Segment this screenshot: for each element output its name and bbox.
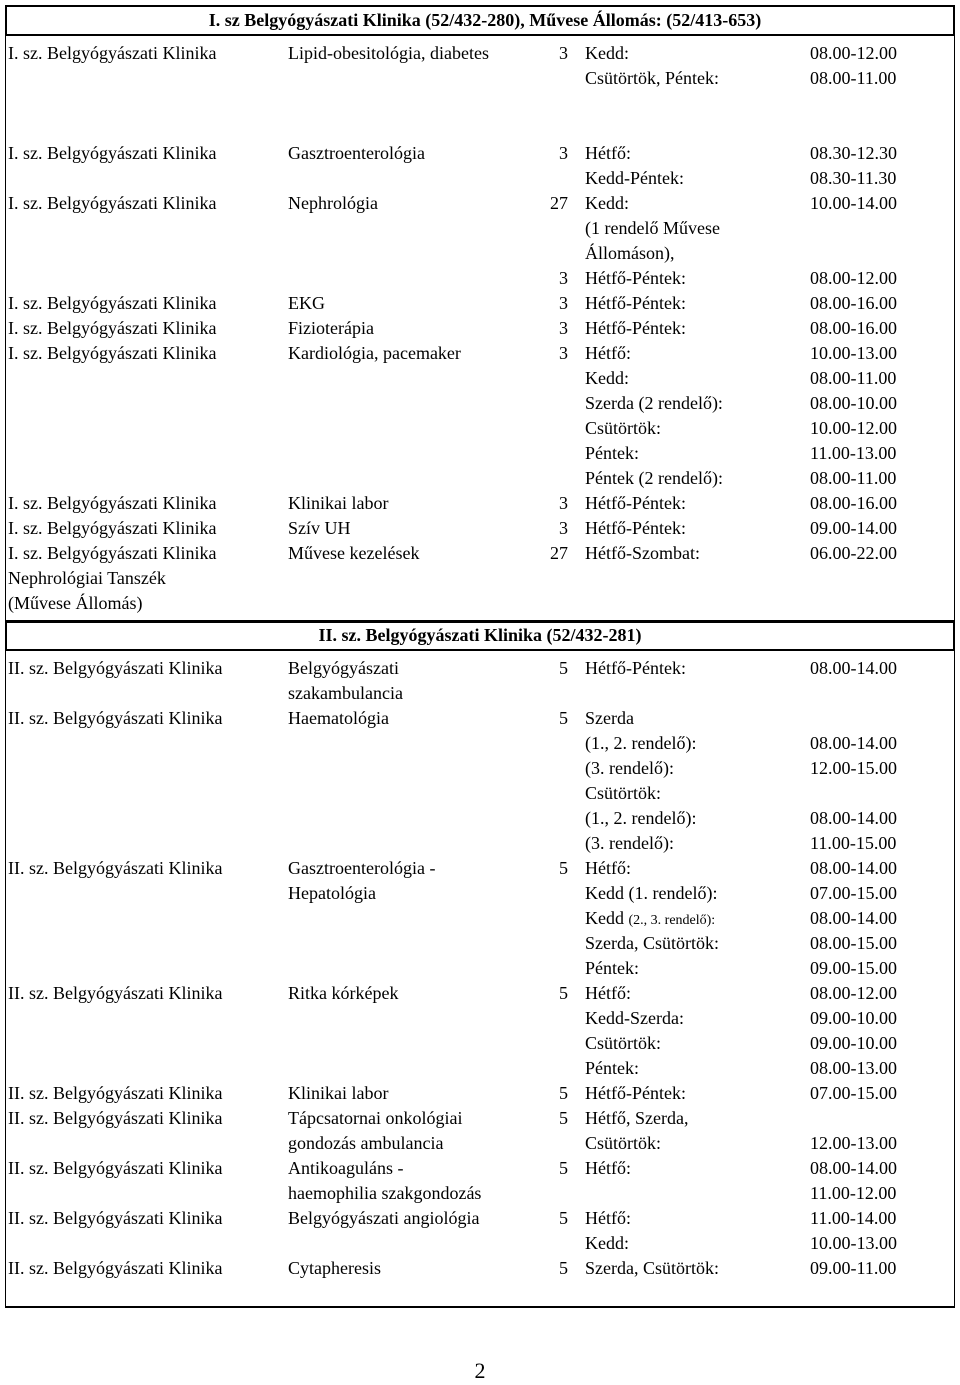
cell-rooms [538, 141, 568, 166]
hours-line: 10.00-13.00 [810, 1233, 897, 1253]
clinic-line: II. sz. Belgyógyászati Klinika [8, 1158, 223, 1178]
hours-line: 08.00-12.00 [810, 983, 897, 1003]
hours-line: 08.00-11.00 [810, 368, 897, 388]
hours-line: 08.00-14.00 [810, 808, 897, 828]
hours-line: 10.00-12.00 [810, 418, 897, 438]
days-line: (1 rendelő Művese [585, 218, 720, 238]
specialty-line: Cytapheresis [288, 1258, 381, 1278]
cell-days [585, 1081, 800, 1106]
hours-line [810, 241, 920, 266]
cell-days [585, 316, 800, 341]
hours-line: 08.00-16.00 [810, 493, 897, 513]
cell-days [585, 981, 800, 1081]
table-clinic-1 [5, 5, 955, 623]
specialty-line: Gasztroenterológia [288, 143, 425, 163]
days-line: Hétfő-Szombat: [585, 543, 700, 563]
rooms-line: 5 [559, 983, 568, 1003]
cell-rooms [538, 41, 568, 66]
days-line: Kedd: [585, 1233, 629, 1253]
cell-specialty [288, 41, 538, 66]
hours-line: 08.00-12.00 [810, 43, 897, 63]
cell-hours [810, 656, 920, 681]
hours-line: 06.00-22.00 [810, 543, 897, 563]
clinic-line: I. sz. Belgyógyászati Klinika [8, 143, 217, 163]
cell-rooms [538, 981, 568, 1006]
rooms-line: 3 [559, 143, 568, 163]
days-line: Hétfő: [585, 1158, 631, 1178]
clinic-line: I. sz. Belgyógyászati Klinika [8, 493, 217, 513]
days-line: Hétfő: [585, 343, 631, 363]
cell-hours [810, 516, 920, 541]
table-border-left [5, 651, 6, 1306]
cell-hours [810, 291, 920, 316]
cell-hours [810, 541, 920, 566]
table-2-body [5, 651, 955, 1308]
cell-clinic [8, 1206, 283, 1231]
page-number: 2 [474, 1358, 486, 1383]
specialty-line: gondozás ambulancia [288, 1133, 444, 1153]
cell-days [585, 1206, 800, 1256]
hours-line: 09.00-15.00 [810, 958, 897, 978]
specialty-line: Szív UH [288, 518, 351, 538]
days-line: Péntek (2 rendelő): [585, 468, 723, 488]
table-border-left [5, 36, 6, 621]
days-line: Csütörtök: [585, 1033, 662, 1053]
cell-specialty [288, 981, 538, 1006]
table-clinic-2 [5, 620, 955, 1308]
rooms-line: 5 [559, 1108, 568, 1128]
hours-line: 08.00-16.00 [810, 318, 897, 338]
specialty-line: Haematológia [288, 708, 389, 728]
cell-specialty [288, 656, 538, 706]
table-1-header: I. sz Belgyógyászati Klinika (52/432-280), Művese Állomás: (52/413-653) [5, 5, 955, 36]
hours-line: 08.00-11.00 [810, 68, 897, 88]
days-line: Hétfő-Péntek: [585, 518, 686, 538]
hours-line [810, 781, 920, 806]
rooms-line: 5 [559, 1208, 568, 1228]
hours-line: 12.00-15.00 [810, 758, 897, 778]
specialty-line: EKG [288, 293, 325, 313]
cell-hours [810, 856, 920, 981]
hours-line: 08.00-14.00 [810, 908, 897, 928]
days-line: (3. rendelő): [585, 833, 674, 853]
days-line: Szerda, Csütörtök: [585, 1258, 719, 1278]
clinic-line: I. sz. Belgyógyászati Klinika [8, 293, 217, 313]
cell-rooms [538, 856, 568, 881]
cell-clinic [8, 341, 283, 366]
days-line: Hétfő: [585, 858, 631, 878]
clinic-line: II. sz. Belgyógyászati Klinika [8, 858, 223, 878]
cell-days [585, 516, 800, 541]
days-line: Kedd-Szerda: [585, 1008, 684, 1028]
cell-hours [810, 1256, 920, 1281]
hours-line: 08.00-14.00 [810, 858, 897, 878]
cell-days [585, 41, 800, 91]
cell-clinic [8, 856, 283, 881]
cell-days [585, 541, 800, 566]
cell-clinic [8, 291, 283, 316]
hours-line: 09.00-14.00 [810, 518, 897, 538]
hours-line: 08.30-11.30 [810, 168, 897, 188]
rooms-line: 5 [559, 1258, 568, 1278]
cell-rooms [538, 1081, 568, 1106]
cell-rooms [538, 656, 568, 681]
cell-days [585, 1156, 800, 1206]
days-line: (1., 2. rendelő): [585, 733, 697, 753]
rooms-line: 27 [550, 193, 568, 213]
rooms-line: 27 [550, 543, 568, 563]
cell-clinic [8, 516, 283, 541]
days-line: Csütörtök: [585, 783, 662, 803]
rooms-line: 5 [559, 858, 568, 878]
clinic-line: II. sz. Belgyógyászati Klinika [8, 1258, 223, 1278]
hours-line: 11.00-14.00 [810, 1208, 897, 1228]
cell-clinic [8, 656, 283, 681]
days-line: Péntek: [585, 958, 639, 978]
hours-line: 11.00-15.00 [810, 833, 897, 853]
hours-line: 08.00-15.00 [810, 933, 897, 953]
clinic-line: II. sz. Belgyógyászati Klinika [8, 1108, 223, 1128]
specialty-line: Belgyógyászati [288, 658, 399, 678]
cell-days [585, 341, 800, 491]
specialty-line: Művese kezelések [288, 543, 420, 563]
cell-clinic [8, 1081, 283, 1106]
days-line: Hétfő: [585, 143, 631, 163]
cell-days [585, 706, 800, 856]
cell-specialty [288, 141, 538, 166]
specialty-line: Belgyógyászati angiológia [288, 1208, 480, 1228]
days-line: Szerda [585, 708, 634, 728]
clinic-line: II. sz. Belgyógyászati Klinika [8, 983, 223, 1003]
days-line: Kedd (1. rendelő): [585, 883, 718, 903]
clinic-line: I. sz. Belgyógyászati Klinika [8, 543, 217, 563]
days-line: Hétfő: [585, 983, 631, 1003]
hours-line: 08.00-11.00 [810, 468, 897, 488]
clinic-line: II. sz. Belgyógyászati Klinika [8, 1208, 223, 1228]
hours-line: 08.00-14.00 [810, 1158, 897, 1178]
cell-specialty [288, 856, 538, 906]
cell-days [585, 491, 800, 516]
cell-hours [810, 981, 920, 1081]
cell-rooms [538, 1206, 568, 1231]
cell-rooms [538, 316, 568, 341]
days-line: Csütörtök: [585, 418, 662, 438]
days-line: Kedd: [585, 193, 629, 213]
days-line: Kedd: [585, 368, 629, 388]
rooms-line: 5 [559, 708, 568, 728]
cell-specialty [288, 191, 538, 216]
hours-line: 08.00-10.00 [810, 393, 897, 413]
hours-line: 08.00-13.00 [810, 1058, 897, 1078]
cell-rooms [538, 291, 568, 316]
cell-rooms [538, 706, 568, 731]
cell-hours [810, 1206, 920, 1256]
cell-rooms [538, 341, 568, 366]
specialty-line: Antikoaguláns - [288, 1158, 404, 1178]
rooms-line: 3 [559, 43, 568, 63]
cell-hours [810, 1106, 920, 1156]
cell-specialty [288, 1156, 538, 1206]
cell-days [585, 656, 800, 681]
hours-line: 11.00-13.00 [810, 443, 897, 463]
clinic-line: I. sz. Belgyógyászati Klinika [8, 318, 217, 338]
days-line: Péntek: [585, 443, 639, 463]
days-line: Szerda (2 rendelő): [585, 393, 723, 413]
specialty-line: haemophilia szakgondozás [288, 1183, 482, 1203]
days-line: Csütörtök: [585, 1133, 662, 1153]
hours-line: 07.00-15.00 [810, 1083, 897, 1103]
table-1-body [5, 36, 955, 623]
clinic-line: I. sz. Belgyógyászati Klinika [8, 43, 217, 63]
cell-specialty [288, 706, 538, 731]
hours-line [810, 1106, 920, 1131]
specialty-line: Fizioterápia [288, 318, 374, 338]
hours-line [810, 216, 920, 241]
cell-clinic [8, 541, 283, 616]
days-line: Kedd-Péntek: [585, 168, 684, 188]
cell-clinic [8, 981, 283, 1006]
cell-clinic [8, 316, 283, 341]
cell-rooms [538, 191, 568, 291]
cell-clinic [8, 191, 283, 216]
specialty-line: Hepatológia [288, 883, 376, 903]
cell-rooms [538, 541, 568, 566]
cell-specialty [288, 291, 538, 316]
cell-rooms [538, 491, 568, 516]
days-line: Állomáson), [585, 243, 675, 263]
specialty-line: Klinikai labor [288, 493, 389, 513]
cell-specialty [288, 316, 538, 341]
hours-line: 09.00-10.00 [810, 1008, 897, 1028]
cell-hours [810, 1081, 920, 1106]
rooms-line: 3 [559, 343, 568, 363]
days-line: Hétfő, Szerda, [585, 1108, 689, 1128]
specialty-line: Lipid-obesitológia, diabetes [288, 43, 489, 63]
days-line: Hétfő-Péntek: [585, 268, 686, 288]
days-line: Hétfő-Péntek: [585, 1083, 686, 1103]
hours-line: 09.00-11.00 [810, 1258, 897, 1278]
cell-specialty [288, 1206, 538, 1231]
specialty-line: Ritka kórképek [288, 983, 399, 1003]
days-line: Szerda, Csütörtök: [585, 933, 719, 953]
cell-hours [810, 191, 920, 291]
days-line: Kedd (2., 3. rendelő): [585, 908, 716, 928]
cell-specialty [288, 341, 538, 366]
hours-line: 08.00-14.00 [810, 733, 897, 753]
clinic-line: II. sz. Belgyógyászati Klinika [8, 658, 223, 678]
days-line: Kedd: [585, 43, 629, 63]
cell-clinic [8, 141, 283, 166]
specialty-line: Kardiológia, pacemaker [288, 343, 461, 363]
clinic-line: II. sz. Belgyógyászati Klinika [8, 708, 223, 728]
cell-specialty [288, 1256, 538, 1281]
days-line: (3. rendelő): [585, 758, 674, 778]
cell-specialty [288, 516, 538, 541]
cell-clinic [8, 1256, 283, 1281]
days-line: Csütörtök, Péntek: [585, 68, 719, 88]
rooms-line: 5 [559, 1158, 568, 1178]
clinic-line: II. sz. Belgyógyászati Klinika [8, 1083, 223, 1103]
cell-days [585, 856, 800, 981]
rooms-line: 3 [559, 293, 568, 313]
days-line: Hétfő-Péntek: [585, 658, 686, 678]
table-2-header: II. sz. Belgyógyászati Klinika (52/432-281) [5, 620, 955, 651]
cell-rooms [538, 1106, 568, 1131]
hours-line: 11.00-12.00 [810, 1183, 897, 1203]
cell-specialty [288, 491, 538, 516]
specialty-line: Gasztroenterológia - [288, 858, 436, 878]
cell-hours [810, 491, 920, 516]
cell-rooms [538, 1156, 568, 1181]
days-line: Hétfő-Péntek: [585, 293, 686, 313]
cell-hours [810, 316, 920, 341]
cell-rooms [538, 516, 568, 541]
cell-hours [810, 341, 920, 491]
rooms-line: 3 [559, 518, 568, 538]
days-line [585, 1181, 800, 1206]
specialty-line: Klinikai labor [288, 1083, 389, 1103]
cell-specialty [288, 1106, 538, 1156]
rooms-line: 3 [559, 318, 568, 338]
rooms-line: 5 [559, 658, 568, 678]
cell-days [585, 141, 800, 191]
clinic-line: I. sz. Belgyógyászati Klinika [8, 193, 217, 213]
cell-days [585, 1256, 800, 1281]
cell-days [585, 191, 800, 291]
rooms-line: 3 [559, 493, 568, 513]
hours-line: 09.00-10.00 [810, 1033, 897, 1053]
clinic-line: Nephrológiai Tanszék [8, 568, 166, 588]
hours-line: 07.00-15.00 [810, 883, 897, 903]
cell-days [585, 1106, 800, 1156]
days-line: (1., 2. rendelő): [585, 808, 697, 828]
hours-line: 10.00-14.00 [810, 193, 897, 213]
cell-hours [810, 41, 920, 91]
cell-clinic [8, 1106, 283, 1131]
cell-clinic [8, 706, 283, 731]
days-line: Hétfő: [585, 1208, 631, 1228]
hours-line: 10.00-13.00 [810, 343, 897, 363]
days-line: Hétfő-Péntek: [585, 318, 686, 338]
hours-line: 08.00-16.00 [810, 293, 897, 313]
specialty-line: szakambulancia [288, 683, 403, 703]
rooms-line [538, 216, 568, 241]
cell-specialty [288, 541, 538, 566]
cell-clinic [8, 41, 283, 66]
clinic-line: I. sz. Belgyógyászati Klinika [8, 343, 217, 363]
hours-line: 12.00-13.00 [810, 1133, 897, 1153]
hours-line: 08.00-12.00 [810, 268, 897, 288]
hours-line: 08.00-14.00 [810, 658, 897, 678]
specialty-line: Tápcsatornai onkológiai [288, 1108, 463, 1128]
cell-days [585, 291, 800, 316]
cell-hours [810, 141, 920, 191]
specialty-line: Nephrológia [288, 193, 378, 213]
cell-hours [810, 706, 920, 856]
clinic-line: (Művese Állomás) [8, 593, 143, 613]
cell-rooms [538, 1256, 568, 1281]
cell-hours [810, 1156, 920, 1206]
days-line: Hétfő-Péntek: [585, 493, 686, 513]
rooms-line: 3 [559, 268, 568, 288]
rooms-line: 5 [559, 1083, 568, 1103]
hours-line [810, 706, 920, 731]
cell-clinic [8, 491, 283, 516]
clinic-line: I. sz. Belgyógyászati Klinika [8, 518, 217, 538]
hours-line: 08.30-12.30 [810, 143, 897, 163]
days-line: Péntek: [585, 1058, 639, 1078]
cell-specialty [288, 1081, 538, 1106]
cell-clinic [8, 1156, 283, 1181]
rooms-line [538, 241, 568, 266]
table-border-right [954, 651, 955, 1306]
table-border-right [954, 36, 955, 621]
